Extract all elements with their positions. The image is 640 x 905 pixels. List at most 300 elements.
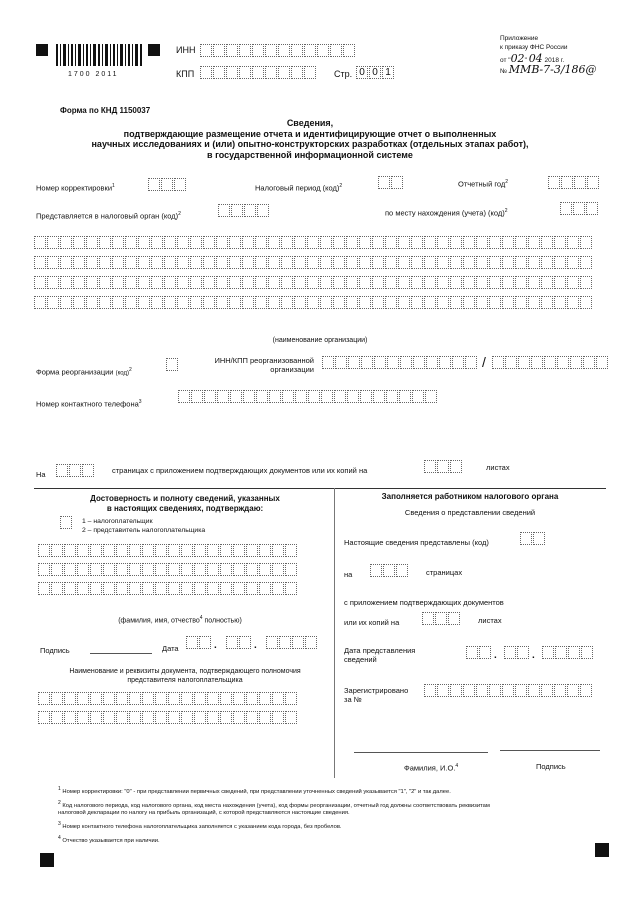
char-cell[interactable]	[233, 582, 245, 595]
char-cell[interactable]	[125, 296, 137, 309]
char-cell[interactable]	[450, 684, 462, 697]
char-cell[interactable]	[450, 256, 462, 269]
char-cell[interactable]	[34, 256, 46, 269]
char-cell[interactable]	[220, 711, 232, 724]
char-cell[interactable]	[320, 276, 332, 289]
report-year-field[interactable]	[548, 176, 600, 189]
char-cell[interactable]	[246, 563, 258, 576]
char-cell[interactable]	[103, 711, 115, 724]
char-cell[interactable]	[207, 711, 219, 724]
char-cell[interactable]	[60, 296, 72, 309]
char-cell[interactable]	[437, 276, 449, 289]
char-cell[interactable]	[285, 582, 297, 595]
char-cell[interactable]	[580, 296, 592, 309]
sheets-count-field[interactable]	[424, 460, 463, 473]
char-cell[interactable]	[73, 276, 85, 289]
char-cell[interactable]	[103, 582, 115, 595]
char-cell[interactable]	[64, 582, 76, 595]
char-cell[interactable]	[489, 296, 501, 309]
char-cell[interactable]	[246, 711, 258, 724]
char-cell[interactable]	[138, 256, 150, 269]
char-cell[interactable]	[333, 256, 345, 269]
char-cell[interactable]	[285, 544, 297, 557]
char-cell[interactable]	[307, 296, 319, 309]
char-cell[interactable]	[86, 296, 98, 309]
signer-fio-field[interactable]	[38, 544, 298, 595]
char-cell[interactable]	[386, 390, 398, 403]
char-cell[interactable]	[116, 563, 128, 576]
char-cell[interactable]	[178, 390, 190, 403]
char-cell[interactable]	[502, 276, 514, 289]
char-cell[interactable]	[385, 256, 397, 269]
char-cell[interactable]	[528, 684, 540, 697]
char-cell[interactable]	[194, 563, 206, 576]
char-cell[interactable]	[129, 711, 141, 724]
char-cell[interactable]	[168, 711, 180, 724]
char-cell[interactable]	[411, 296, 423, 309]
pages-count-field[interactable]	[56, 464, 95, 477]
char-cell[interactable]	[515, 276, 527, 289]
char-cell[interactable]	[347, 390, 359, 403]
char-cell[interactable]	[60, 276, 72, 289]
char-cell[interactable]	[242, 256, 254, 269]
char-cell[interactable]	[502, 296, 514, 309]
char-cell[interactable]	[34, 296, 46, 309]
char-cell[interactable]	[285, 563, 297, 576]
char-cell[interactable]	[38, 692, 50, 705]
authority-doc-field[interactable]	[38, 692, 298, 724]
signer-type-field[interactable]	[60, 516, 73, 529]
char-cell[interactable]	[281, 276, 293, 289]
char-cell[interactable]	[272, 544, 284, 557]
char-cell[interactable]	[191, 390, 203, 403]
presentation-date-year[interactable]	[542, 646, 594, 659]
char-cell[interactable]	[203, 276, 215, 289]
char-cell[interactable]	[203, 236, 215, 249]
char-cell[interactable]	[580, 684, 592, 697]
char-cell[interactable]	[489, 684, 501, 697]
char-cell[interactable]	[308, 390, 320, 403]
char-cell[interactable]	[129, 582, 141, 595]
char-cell[interactable]	[216, 276, 228, 289]
char-cell[interactable]	[567, 276, 579, 289]
char-cell[interactable]	[346, 296, 358, 309]
char-cell[interactable]	[99, 256, 111, 269]
char-cell[interactable]	[112, 276, 124, 289]
sign-line[interactable]	[500, 750, 600, 751]
char-cell[interactable]	[398, 256, 410, 269]
char-cell[interactable]	[217, 390, 229, 403]
fio-line[interactable]	[354, 752, 488, 753]
char-cell[interactable]	[220, 563, 232, 576]
char-cell[interactable]	[528, 296, 540, 309]
char-cell[interactable]	[181, 692, 193, 705]
char-cell[interactable]	[528, 256, 540, 269]
char-cell[interactable]	[437, 256, 449, 269]
char-cell[interactable]	[294, 236, 306, 249]
char-cell[interactable]	[116, 582, 128, 595]
char-cell[interactable]	[103, 544, 115, 557]
char-cell[interactable]	[333, 296, 345, 309]
char-cell[interactable]	[359, 276, 371, 289]
char-cell[interactable]	[77, 692, 89, 705]
char-cell[interactable]	[489, 256, 501, 269]
char-cell[interactable]	[103, 692, 115, 705]
correction-number-field[interactable]	[148, 178, 187, 191]
char-cell[interactable]	[463, 236, 475, 249]
char-cell[interactable]	[51, 544, 63, 557]
char-cell[interactable]	[359, 256, 371, 269]
reorg-inn-field[interactable]	[322, 356, 478, 369]
char-cell[interactable]	[190, 296, 202, 309]
char-cell[interactable]	[411, 236, 423, 249]
presented-code-field[interactable]	[520, 532, 546, 545]
char-cell[interactable]	[333, 236, 345, 249]
char-cell[interactable]	[424, 256, 436, 269]
char-cell[interactable]	[99, 296, 111, 309]
char-cell[interactable]	[259, 563, 271, 576]
sign-date-year-field[interactable]	[266, 636, 318, 649]
char-cell[interactable]	[515, 296, 527, 309]
char-cell[interactable]	[554, 276, 566, 289]
char-cell[interactable]	[190, 236, 202, 249]
char-cell[interactable]	[489, 276, 501, 289]
char-cell[interactable]	[502, 684, 514, 697]
char-cell[interactable]	[554, 684, 566, 697]
char-cell[interactable]	[38, 563, 50, 576]
char-cell[interactable]	[129, 544, 141, 557]
char-cell[interactable]	[86, 276, 98, 289]
char-cell[interactable]	[60, 256, 72, 269]
char-cell[interactable]	[295, 390, 307, 403]
char-cell[interactable]	[437, 684, 449, 697]
char-cell[interactable]	[242, 276, 254, 289]
char-cell[interactable]	[281, 256, 293, 269]
char-cell[interactable]	[164, 296, 176, 309]
char-cell[interactable]	[125, 256, 137, 269]
char-cell[interactable]	[229, 256, 241, 269]
char-cell[interactable]	[346, 276, 358, 289]
char-cell[interactable]	[285, 711, 297, 724]
char-cell[interactable]	[194, 711, 206, 724]
char-cell[interactable]	[272, 711, 284, 724]
char-cell[interactable]	[64, 692, 76, 705]
kpp-field[interactable]	[200, 66, 317, 79]
char-cell[interactable]	[346, 236, 358, 249]
char-cell[interactable]	[346, 256, 358, 269]
char-cell[interactable]	[541, 296, 553, 309]
char-cell[interactable]	[372, 236, 384, 249]
char-cell[interactable]	[476, 256, 488, 269]
presentation-date-month[interactable]	[504, 646, 530, 659]
char-cell[interactable]	[216, 296, 228, 309]
char-cell[interactable]	[125, 236, 137, 249]
char-cell[interactable]	[51, 582, 63, 595]
char-cell[interactable]	[372, 296, 384, 309]
char-cell[interactable]	[64, 544, 76, 557]
char-cell[interactable]	[554, 236, 566, 249]
char-cell[interactable]	[411, 276, 423, 289]
char-cell[interactable]	[47, 276, 59, 289]
char-cell[interactable]	[47, 296, 59, 309]
char-cell[interactable]	[541, 684, 553, 697]
char-cell[interactable]	[437, 236, 449, 249]
char-cell[interactable]	[60, 236, 72, 249]
char-cell[interactable]	[246, 544, 258, 557]
char-cell[interactable]	[385, 276, 397, 289]
char-cell[interactable]	[268, 296, 280, 309]
char-cell[interactable]	[515, 256, 527, 269]
char-cell[interactable]	[129, 692, 141, 705]
char-cell[interactable]	[437, 296, 449, 309]
tax-authority-field[interactable]	[218, 204, 270, 217]
char-cell[interactable]	[194, 582, 206, 595]
char-cell[interactable]	[90, 563, 102, 576]
sign-date-day-field[interactable]	[186, 636, 212, 649]
char-cell[interactable]	[129, 563, 141, 576]
char-cell[interactable]	[567, 684, 579, 697]
char-cell[interactable]	[489, 236, 501, 249]
char-cell[interactable]	[34, 236, 46, 249]
char-cell[interactable]	[463, 684, 475, 697]
char-cell[interactable]	[399, 390, 411, 403]
char-cell[interactable]	[360, 390, 372, 403]
char-cell[interactable]	[194, 692, 206, 705]
place-code-field[interactable]	[560, 202, 599, 215]
char-cell[interactable]	[229, 296, 241, 309]
char-cell[interactable]	[269, 390, 281, 403]
char-cell[interactable]	[38, 582, 50, 595]
char-cell[interactable]	[450, 276, 462, 289]
char-cell[interactable]	[463, 276, 475, 289]
char-cell[interactable]	[242, 296, 254, 309]
char-cell[interactable]	[116, 692, 128, 705]
char-cell[interactable]	[230, 390, 242, 403]
char-cell[interactable]	[164, 236, 176, 249]
char-cell[interactable]	[412, 390, 424, 403]
char-cell[interactable]	[502, 236, 514, 249]
char-cell[interactable]	[77, 544, 89, 557]
char-cell[interactable]	[372, 276, 384, 289]
char-cell[interactable]	[320, 236, 332, 249]
char-cell[interactable]	[151, 296, 163, 309]
char-cell[interactable]	[476, 296, 488, 309]
char-cell[interactable]	[207, 544, 219, 557]
right-sheets-field[interactable]	[422, 612, 461, 625]
char-cell[interactable]	[281, 236, 293, 249]
char-cell[interactable]	[359, 236, 371, 249]
char-cell[interactable]	[528, 236, 540, 249]
char-cell[interactable]	[168, 544, 180, 557]
char-cell[interactable]	[259, 711, 271, 724]
char-cell[interactable]	[580, 276, 592, 289]
char-cell[interactable]	[220, 692, 232, 705]
char-cell[interactable]	[285, 692, 297, 705]
char-cell[interactable]	[99, 276, 111, 289]
char-cell[interactable]	[203, 296, 215, 309]
char-cell[interactable]	[255, 256, 267, 269]
char-cell[interactable]	[51, 563, 63, 576]
char-cell[interactable]	[155, 563, 167, 576]
char-cell[interactable]	[168, 563, 180, 576]
char-cell[interactable]	[294, 256, 306, 269]
char-cell[interactable]	[246, 582, 258, 595]
char-cell[interactable]	[177, 276, 189, 289]
char-cell[interactable]	[424, 276, 436, 289]
char-cell[interactable]	[142, 563, 154, 576]
char-cell[interactable]	[116, 711, 128, 724]
char-cell[interactable]	[372, 256, 384, 269]
tax-period-field[interactable]	[378, 176, 404, 189]
char-cell[interactable]	[73, 256, 85, 269]
char-cell[interactable]	[398, 276, 410, 289]
char-cell[interactable]	[424, 684, 436, 697]
char-cell[interactable]	[541, 256, 553, 269]
char-cell[interactable]	[216, 256, 228, 269]
char-cell[interactable]	[294, 276, 306, 289]
char-cell[interactable]	[190, 276, 202, 289]
char-cell[interactable]	[515, 236, 527, 249]
char-cell[interactable]	[203, 256, 215, 269]
char-cell[interactable]	[515, 684, 527, 697]
char-cell[interactable]	[463, 296, 475, 309]
char-cell[interactable]	[398, 236, 410, 249]
char-cell[interactable]	[259, 544, 271, 557]
char-cell[interactable]	[272, 582, 284, 595]
reorg-kpp-field[interactable]	[492, 356, 609, 369]
inn-field[interactable]	[200, 44, 356, 57]
char-cell[interactable]	[151, 236, 163, 249]
char-cell[interactable]	[164, 256, 176, 269]
char-cell[interactable]	[207, 582, 219, 595]
char-cell[interactable]	[168, 582, 180, 595]
char-cell[interactable]	[476, 684, 488, 697]
org-name-field[interactable]	[34, 236, 606, 309]
char-cell[interactable]	[320, 256, 332, 269]
char-cell[interactable]	[207, 692, 219, 705]
char-cell[interactable]	[142, 544, 154, 557]
char-cell[interactable]	[411, 256, 423, 269]
char-cell[interactable]	[151, 256, 163, 269]
char-cell[interactable]	[204, 390, 216, 403]
char-cell[interactable]	[233, 563, 245, 576]
char-cell[interactable]	[64, 711, 76, 724]
char-cell[interactable]	[541, 276, 553, 289]
char-cell[interactable]	[541, 236, 553, 249]
char-cell[interactable]	[282, 390, 294, 403]
char-cell[interactable]	[333, 276, 345, 289]
char-cell[interactable]	[125, 276, 137, 289]
char-cell[interactable]	[77, 563, 89, 576]
char-cell[interactable]	[246, 692, 258, 705]
char-cell[interactable]	[207, 563, 219, 576]
char-cell[interactable]	[450, 296, 462, 309]
char-cell[interactable]	[155, 711, 167, 724]
char-cell[interactable]	[450, 236, 462, 249]
char-cell[interactable]	[567, 256, 579, 269]
char-cell[interactable]	[476, 236, 488, 249]
char-cell[interactable]	[138, 296, 150, 309]
char-cell[interactable]	[164, 276, 176, 289]
char-cell[interactable]	[86, 256, 98, 269]
char-cell[interactable]	[181, 544, 193, 557]
char-cell[interactable]	[580, 236, 592, 249]
char-cell[interactable]	[272, 692, 284, 705]
char-cell[interactable]	[177, 236, 189, 249]
char-cell[interactable]	[229, 276, 241, 289]
char-cell[interactable]	[216, 236, 228, 249]
char-cell[interactable]	[398, 296, 410, 309]
char-cell[interactable]	[268, 276, 280, 289]
reorg-form-field[interactable]	[166, 358, 179, 371]
char-cell[interactable]	[151, 276, 163, 289]
char-cell[interactable]	[256, 390, 268, 403]
char-cell[interactable]	[51, 711, 63, 724]
char-cell[interactable]	[255, 276, 267, 289]
char-cell[interactable]	[476, 276, 488, 289]
char-cell[interactable]	[229, 236, 241, 249]
char-cell[interactable]	[142, 711, 154, 724]
char-cell[interactable]	[90, 711, 102, 724]
char-cell[interactable]	[502, 256, 514, 269]
char-cell[interactable]	[554, 256, 566, 269]
char-cell[interactable]	[181, 563, 193, 576]
char-cell[interactable]	[307, 256, 319, 269]
char-cell[interactable]	[425, 390, 437, 403]
sign-date-month-field[interactable]	[226, 636, 252, 649]
char-cell[interactable]	[190, 256, 202, 269]
char-cell[interactable]	[138, 276, 150, 289]
char-cell[interactable]	[334, 390, 346, 403]
char-cell[interactable]	[103, 563, 115, 576]
char-cell[interactable]	[243, 390, 255, 403]
char-cell[interactable]	[116, 544, 128, 557]
char-cell[interactable]	[233, 544, 245, 557]
registration-number-field[interactable]	[424, 684, 593, 697]
char-cell[interactable]	[177, 296, 189, 309]
char-cell[interactable]	[268, 236, 280, 249]
phone-field[interactable]	[178, 390, 438, 403]
char-cell[interactable]	[272, 563, 284, 576]
char-cell[interactable]	[255, 296, 267, 309]
char-cell[interactable]	[64, 563, 76, 576]
char-cell[interactable]	[38, 544, 50, 557]
char-cell[interactable]	[77, 711, 89, 724]
char-cell[interactable]	[112, 256, 124, 269]
char-cell[interactable]	[259, 582, 271, 595]
char-cell[interactable]	[155, 692, 167, 705]
char-cell[interactable]	[220, 544, 232, 557]
char-cell[interactable]	[112, 236, 124, 249]
char-cell[interactable]	[320, 296, 332, 309]
char-cell[interactable]	[38, 711, 50, 724]
char-cell[interactable]	[47, 236, 59, 249]
char-cell[interactable]	[86, 236, 98, 249]
char-cell[interactable]	[138, 236, 150, 249]
char-cell[interactable]	[112, 296, 124, 309]
char-cell[interactable]	[359, 296, 371, 309]
char-cell[interactable]	[90, 582, 102, 595]
char-cell[interactable]	[34, 276, 46, 289]
char-cell[interactable]	[181, 582, 193, 595]
char-cell[interactable]	[73, 296, 85, 309]
char-cell[interactable]	[281, 296, 293, 309]
char-cell[interactable]	[528, 276, 540, 289]
char-cell[interactable]	[233, 711, 245, 724]
char-cell[interactable]	[73, 236, 85, 249]
char-cell[interactable]	[90, 692, 102, 705]
right-pages-field[interactable]	[370, 564, 409, 577]
